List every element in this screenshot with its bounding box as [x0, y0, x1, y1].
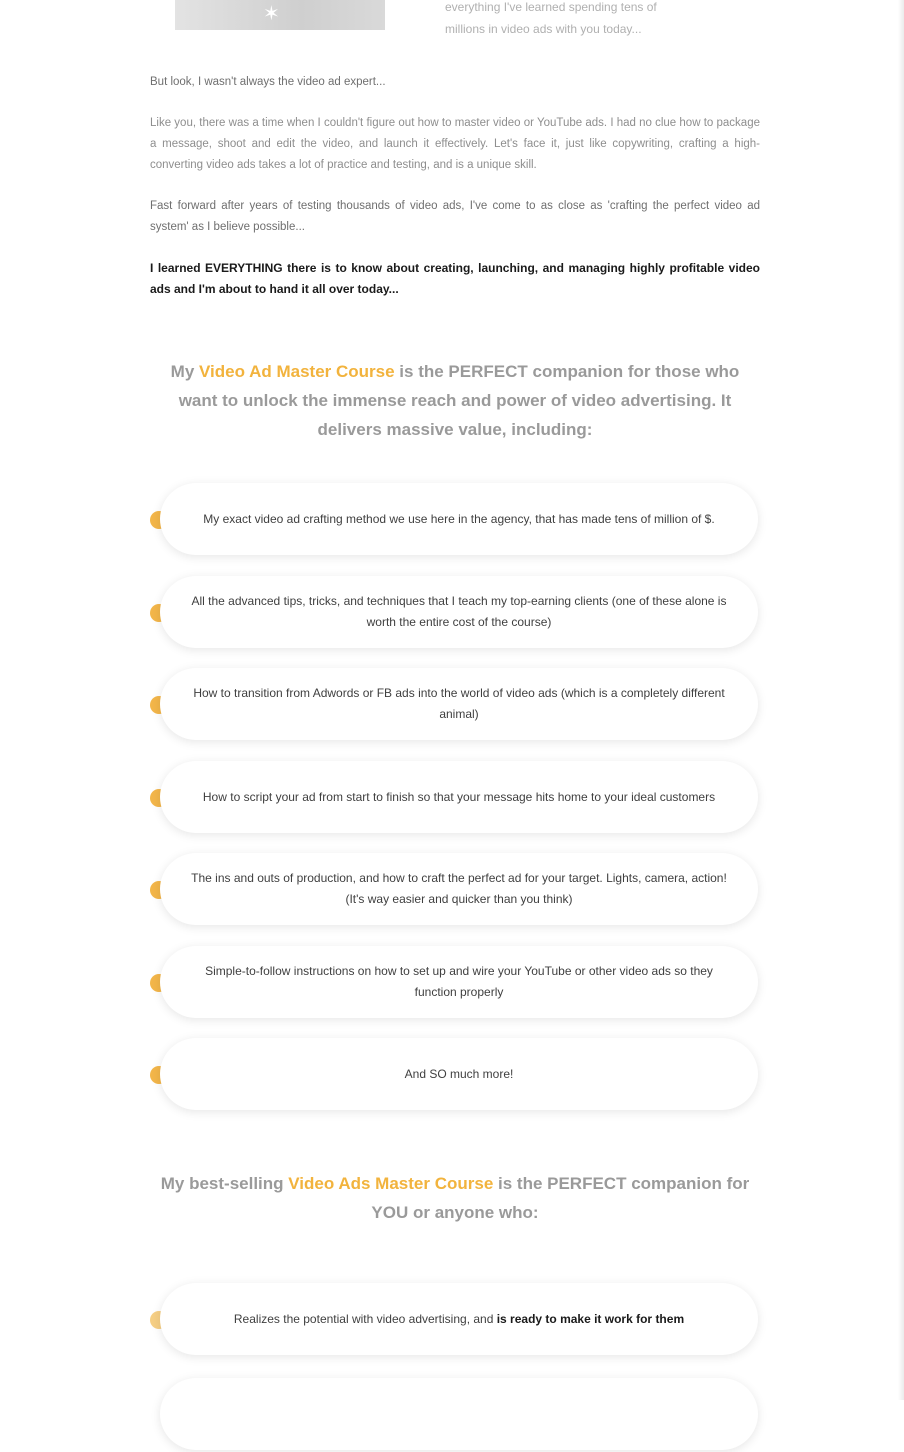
audience-heading-accent: Video Ads Master Course — [288, 1174, 494, 1193]
feature-item — [150, 576, 760, 650]
course-heading-accent: Video Ad Master Course — [199, 362, 395, 381]
feature-text: All the advanced tips, tricks, and techniques that I teach my top-earning clients (one of these alone is worth the entire cost of the course) — [191, 594, 727, 629]
feature-item — [150, 668, 760, 742]
audience-item-partial — [150, 1378, 760, 1452]
course-heading — [150, 357, 760, 444]
intro-section — [150, 72, 760, 320]
feature-pill — [160, 761, 758, 833]
top-section — [0, 0, 904, 40]
page-edge-shadow — [898, 0, 904, 1400]
feature-item — [150, 946, 760, 1020]
feature-item — [150, 853, 760, 927]
feature-pill — [160, 946, 758, 1018]
feature-text: The ins and outs of production, and how to craft the perfect ad for your target. Lights, camera, action! (It's way easier and quicker than you think) — [191, 871, 727, 906]
feature-text: My exact video ad crafting method we use here in the agency, that has made tens of million of $. — [203, 511, 715, 526]
feature-pill — [160, 1038, 758, 1110]
audience-pill — [160, 1283, 758, 1355]
person-figure-icon: ✶ — [263, 1, 280, 25]
feature-item — [150, 1038, 760, 1112]
top-text — [445, 0, 760, 40]
audience-heading-pre: My best-selling — [160, 1174, 289, 1193]
audience-text — [189, 1309, 729, 1330]
feature-pill — [160, 576, 758, 648]
audience-heading-post: is the PERFECT companion for YOU or anyone who: — [371, 1174, 750, 1222]
feature-item — [150, 483, 760, 557]
feature-text: Simple-to-follow instructions on how to set up and wire your YouTube or other video ads so they function properly — [205, 964, 713, 999]
top-text-line-1: everything I've learned spending tens of — [445, 0, 657, 14]
course-heading-post: is the PERFECT companion for those who want to unlock the immense reach and power of video advertising. It delivers massive value, including: — [178, 362, 740, 439]
feature-text: And SO much more! — [404, 1066, 514, 1081]
intro-paragraph-4: I learned EVERYTHING there is to know about creating, launching, and managing highly profitable video ads and I'm about to hand it all over today... — [150, 261, 760, 296]
feature-pill — [160, 483, 758, 555]
audience-text-bold: is ready to make it work for them — [496, 1311, 685, 1326]
hero-image — [175, 0, 385, 30]
intro-paragraph-3: Fast forward after years of testing thousands of video ads, I've come to as close as 'crafting the perfect video ad system' as I believe possible... — [150, 200, 760, 233]
audience-pill — [160, 1378, 758, 1450]
feature-item — [150, 761, 760, 835]
audience-text-pre: Realizes the potential with video advertising, and — [233, 1311, 497, 1326]
audience-item — [150, 1283, 760, 1357]
course-heading-pre: My — [170, 362, 200, 381]
top-text-line-2: millions in video ads with you today... — [445, 22, 642, 36]
feature-text: How to script your ad from start to finish so that your message hits home to your ideal customers — [202, 789, 716, 804]
feature-pill — [160, 853, 758, 925]
audience-heading — [150, 1169, 760, 1227]
feature-text: How to transition from Adwords or FB ads into the world of video ads (which is a completely different animal) — [193, 686, 725, 721]
feature-pill — [160, 668, 758, 740]
intro-paragraph-1: But look, I wasn't always the video ad expert... — [150, 76, 386, 88]
intro-paragraph-2: Like you, there was a time when I couldn't figure out how to master video or YouTube ads. I had no clue how to package a message, shoot and edit the video, and launch it effectively. Let's face it, just like copywriting, crafting a high-converting video ads takes a lot of practice and testing, and is a unique skill. — [150, 117, 760, 171]
